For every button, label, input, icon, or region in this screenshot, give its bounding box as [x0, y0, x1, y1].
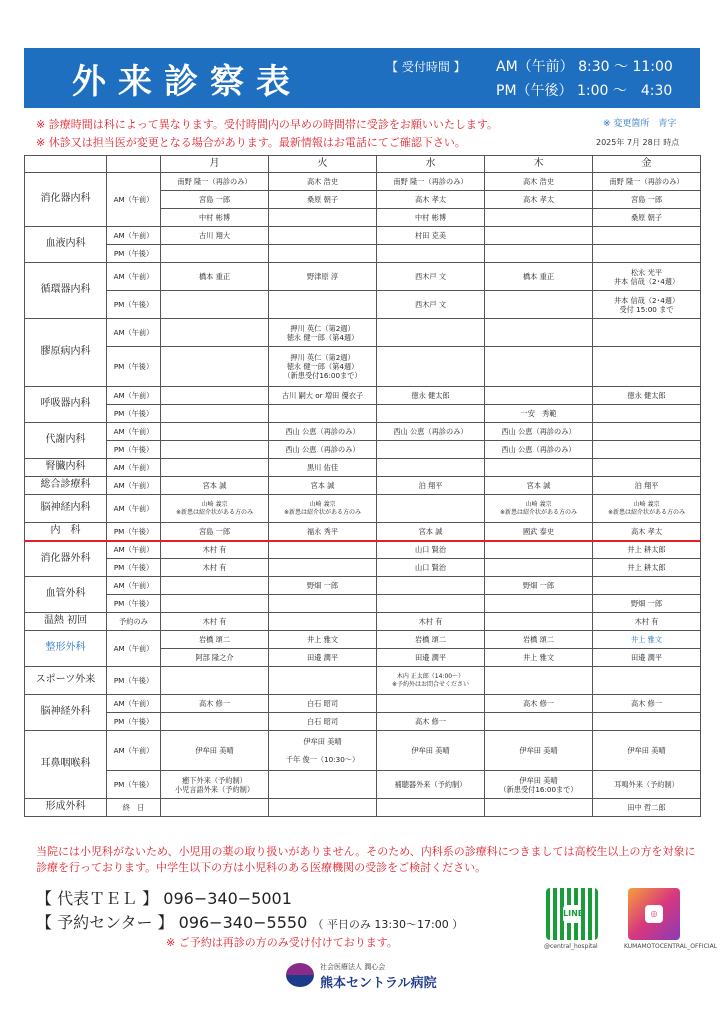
session-cell: AM（午前） [107, 577, 161, 595]
department-cell: 消化器内科 [25, 173, 107, 227]
session-cell: PM（午後） [107, 523, 161, 541]
doctor-cell [377, 495, 485, 523]
doctor-cell: 中村 彬博 [161, 209, 269, 227]
doctor-cell [377, 245, 485, 263]
session-cell: PM（午後） [107, 405, 161, 423]
reservation-hours: （ 平日のみ 13:30〜17:00 ） [312, 918, 464, 931]
doctor-cell: 山口 賢治 [377, 541, 485, 559]
hospital-logo-icon [286, 963, 314, 987]
doctor-cell: 伊牟田 美晴 [161, 731, 269, 771]
department-cell: 血管外科 [25, 577, 107, 613]
table-row [25, 387, 701, 405]
doctor-cell: 山口 賢治 [377, 559, 485, 577]
doctor-cell [593, 667, 701, 695]
session-cell: AM（午前） [107, 731, 161, 771]
doctor-cell: 木村 有 [377, 613, 485, 631]
doctor-cell: 井上 雅文 [485, 649, 593, 667]
instagram-qr-code[interactable] [628, 888, 680, 940]
doctor-cell: 橋本 重正 [161, 263, 269, 291]
department-cell: 脳神経外科 [25, 695, 107, 731]
doctor-cell [377, 595, 485, 613]
doctor-cell [269, 245, 377, 263]
doctor-cell [377, 441, 485, 459]
department-cell: 腎臓内科 [25, 459, 107, 477]
reservation-label: 【 予約センター 】 [36, 913, 174, 932]
day-header: 水 [377, 156, 485, 173]
schedule-table [24, 155, 701, 817]
doctor-cell [161, 441, 269, 459]
doctor-cell: 木内 正太郎（14:00〜） ※予約外はお問合せください [377, 667, 485, 695]
am-hours: AM（午前） 8:30 〜 11:00 [496, 59, 673, 75]
doctor-cell [161, 667, 269, 695]
doctor-cell [377, 347, 485, 387]
doctor-cell: 桑原 朝子 [593, 209, 701, 227]
doctor-cell: 補聴器外来（予約制） [377, 771, 485, 799]
doctor-cell: 福永 秀平 [269, 523, 377, 541]
notice-changes: ※ 休診又は担当医が変更となる場合があります。最新情報はお電話にてご確認下さい。 [36, 136, 466, 149]
corporation-name: 社会医療法人 潤心会 [320, 963, 386, 971]
doctor-cell: 宮本 誠 [377, 523, 485, 541]
doctor-cell: 南野 隆一（再診のみ） [161, 173, 269, 191]
doctor-cell [593, 577, 701, 595]
doctor-cell [161, 713, 269, 731]
main-phone-row [36, 886, 292, 909]
department-cell: 消化器外科 [25, 541, 107, 577]
doctor-cell: 南野 隆一（再診のみ） [593, 173, 701, 191]
doctor-cell [485, 209, 593, 227]
doctor-cell [485, 245, 593, 263]
doctor-cell [377, 695, 485, 713]
header-banner [24, 48, 700, 108]
doctor-cell: 井上 耕太郎 [593, 559, 701, 577]
hospital-name: 熊本セントラル病院 [320, 976, 437, 991]
doctor-cell [485, 347, 593, 387]
reservation-note: ※ ご予約は再診の方のみ受け付けております。 [166, 936, 398, 949]
doctor-cell: 伊牟田 美晴 [593, 731, 701, 771]
doctor-cell [377, 459, 485, 477]
department-cell: 整形外科 [25, 631, 107, 667]
department-cell: 温熱 初回 [25, 613, 107, 631]
table-row [25, 731, 701, 771]
doctor-cell: 野畑 一郎 [593, 595, 701, 613]
doctor-cell [269, 667, 377, 695]
doctor-cell [269, 799, 377, 817]
doctor-cell: 宮本 誠 [269, 477, 377, 495]
session-cell: AM（午前） [107, 387, 161, 405]
doctor-cell: 古川 翔大 [161, 227, 269, 245]
doctor-cell [593, 347, 701, 387]
table-row [25, 559, 701, 577]
line-icon: LINE [563, 905, 581, 923]
table-row [25, 441, 701, 459]
doctor-cell [377, 799, 485, 817]
table-row [25, 541, 701, 559]
session-cell: AM（午前） [107, 319, 161, 347]
doctor-cell: 泊 翔平 [593, 477, 701, 495]
doctor-cell [593, 423, 701, 441]
doctor-cell: 南野 隆一（再診のみ） [377, 173, 485, 191]
doctor-cell: 宮島 一郎 [161, 523, 269, 541]
doctor-cell: 田中 哲二郎 [593, 799, 701, 817]
table-row [25, 495, 701, 523]
doctor-cell [269, 405, 377, 423]
doctor-cell: 徳永 健太郎 [377, 387, 485, 405]
instagram-icon: ◎ [645, 905, 663, 923]
header-blank [107, 156, 161, 173]
doctor-cell: 伊牟田 美晴 [377, 731, 485, 771]
doctor-cell [161, 347, 269, 387]
doctor-cell [485, 291, 593, 319]
doctor-cell: 岩橋 頌二 [485, 631, 593, 649]
department-cell: 呼吸器内科 [25, 387, 107, 423]
doctor-cell [485, 595, 593, 613]
doctor-cell: 高木 修一 [593, 695, 701, 713]
doctor-cell: 阿部 隆之介 [161, 649, 269, 667]
doctor-cell: 岩橋 頌二 [161, 631, 269, 649]
doctor-cell: 押川 英仁（第2週） 徳永 健一郎（第4週） [269, 319, 377, 347]
page-title: 外来診察表 [72, 62, 302, 102]
pm-hours: PM（午後） 1:00 〜 4:30 [496, 83, 673, 99]
doctor-cell [485, 541, 593, 559]
doctor-cell [269, 595, 377, 613]
doctor-cell: 野畑 一郎 [269, 577, 377, 595]
session-cell: AM（午前） [107, 227, 161, 245]
line-qr-caption: @central_hospital [544, 943, 598, 950]
doctor-cell [593, 245, 701, 263]
session-cell: AM（午前） [107, 173, 161, 227]
department-cell: 形成外科 [25, 799, 107, 817]
department-cell: 膠原病内科 [25, 319, 107, 387]
doctor-cell: 桑原 朝子 [269, 191, 377, 209]
table-row [25, 667, 701, 695]
session-cell: PM（午後） [107, 441, 161, 459]
doctor-cell: 村田 克美 [377, 227, 485, 245]
table-row [25, 477, 701, 495]
changes-legend: ※ 変更箇所 青字 [603, 119, 677, 129]
doctor-cell: 宮本 誠 [485, 477, 593, 495]
day-header: 木 [485, 156, 593, 173]
doctor-cell: 高木 浩史 [269, 173, 377, 191]
doctor-cell: 押川 英仁（第2週） 徳永 健一郎（第4週） （新患受付16:00まで） [269, 347, 377, 387]
doctor-cell: 木村 有 [161, 541, 269, 559]
doctor-cell: 白石 昭司 [269, 713, 377, 731]
session-cell: AM（午前） [107, 695, 161, 713]
department-cell: 代謝内科 [25, 423, 107, 459]
doctor-cell: 高木 修一 [377, 713, 485, 731]
doctor-cell [485, 667, 593, 695]
doctor-cell [377, 577, 485, 595]
doctor-cell [269, 291, 377, 319]
doctor-cell: 癒下外来（予約制） 小児言語外来（予約制） [161, 771, 269, 799]
table-row [25, 595, 701, 613]
doctor-cell: 野畑 一郎 [485, 577, 593, 595]
doctor-cell: 西山 公恵（再診のみ） [485, 423, 593, 441]
session-cell: 終 日 [107, 799, 161, 817]
schedule-body [25, 173, 701, 817]
session-cell: PM（午後） [107, 713, 161, 731]
doctor-cell: 西山 公恵（再診のみ） [269, 423, 377, 441]
table-row [25, 713, 701, 731]
session-cell: PM（午後） [107, 667, 161, 695]
doctor-cell: 山崎 義宗 ※新患は紹介状がある方のみ [161, 495, 269, 523]
doctor-cell: 岩橋 頌二 [377, 631, 485, 649]
doctor-cell: 山崎 義宗 ※新患は紹介状がある方のみ [485, 495, 593, 523]
doctor-cell [593, 227, 701, 245]
department-cell: 循環器内科 [25, 263, 107, 319]
doctor-cell: 木村 有 [161, 613, 269, 631]
doctor-cell [485, 559, 593, 577]
doctor-cell: 田邉 潤平 [593, 649, 701, 667]
doctor-cell: 古川 嗣大 or 増田 優衣子 [269, 387, 377, 405]
doctor-cell: 山崎 義宗 ※新患は紹介状がある方のみ [269, 495, 377, 523]
doctor-cell [161, 595, 269, 613]
session-cell: AM（午前） [107, 423, 161, 441]
table-row [25, 227, 701, 245]
session-cell: AM（午前） [107, 631, 161, 667]
table-row [25, 459, 701, 477]
doctor-cell [485, 713, 593, 731]
table-header-row [25, 156, 701, 173]
doctor-cell [593, 459, 701, 477]
doctor-cell: 田邉 潤平 [377, 649, 485, 667]
doctor-cell: 高木 孝太 [593, 523, 701, 541]
doctor-cell: 西山 公恵（再診のみ） [485, 441, 593, 459]
doctor-cell [377, 319, 485, 347]
doctor-cell [269, 613, 377, 631]
doctor-cell: 木村 有 [593, 613, 701, 631]
session-cell: PM（午後） [107, 245, 161, 263]
doctor-cell [485, 459, 593, 477]
day-header: 金 [593, 156, 701, 173]
table-row [25, 771, 701, 799]
doctor-cell: 井上 雅文 [593, 631, 701, 649]
table-row [25, 695, 701, 713]
doctor-cell: 耳鳴外来（予約制） [593, 771, 701, 799]
department-cell: 脳神経内科 [25, 495, 107, 523]
doctor-cell: 高木 孝太 [377, 191, 485, 209]
doctor-cell: 宮島 一郎 [593, 191, 701, 209]
header-blank [25, 156, 107, 173]
doctor-cell [485, 227, 593, 245]
day-header: 火 [269, 156, 377, 173]
doctor-cell [161, 387, 269, 405]
doctor-cell [269, 771, 377, 799]
doctor-cell: 伊牟田 美晴 [485, 731, 593, 771]
table-row [25, 577, 701, 595]
doctor-cell [485, 799, 593, 817]
reservation-phone-row [36, 910, 463, 933]
table-row [25, 613, 701, 631]
doctor-cell: 宮本 誠 [161, 477, 269, 495]
main-phone-label: 【 代表ＴＥＬ 】 [36, 889, 159, 908]
session-cell: AM（午前） [107, 495, 161, 523]
doctor-cell: 高木 浩史 [485, 173, 593, 191]
table-row [25, 263, 701, 291]
day-header: 月 [161, 156, 269, 173]
table-row [25, 799, 701, 817]
doctor-cell: 松永 光平 井本 信哉（2･4週） [593, 263, 701, 291]
doctor-cell: 高木 孝太 [485, 191, 593, 209]
doctor-cell [161, 245, 269, 263]
doctor-cell [269, 541, 377, 559]
department-cell: 総合診療科 [25, 477, 107, 495]
doctor-cell: 井上 耕太郎 [593, 541, 701, 559]
doctor-cell: 野津原 淳 [269, 263, 377, 291]
table-row [25, 291, 701, 319]
doctor-cell [161, 423, 269, 441]
doctor-cell: 西木戸 文 [377, 291, 485, 319]
doctor-cell: 中村 彬博 [377, 209, 485, 227]
as-of-date: 2025年 7月 28日 時点 [596, 138, 680, 147]
table-row [25, 405, 701, 423]
table-row [25, 319, 701, 347]
doctor-cell: 黒川 佑佳 [269, 459, 377, 477]
doctor-cell [269, 227, 377, 245]
doctor-cell [377, 405, 485, 423]
doctor-cell: 高木 修一 [161, 695, 269, 713]
doctor-cell: 泊 翔平 [377, 477, 485, 495]
doctor-cell: 山崎 義宗 ※新患は紹介状がある方のみ [593, 495, 701, 523]
doctor-cell [161, 319, 269, 347]
department-cell: 血液内科 [25, 227, 107, 263]
doctor-cell: 伊牟田 美晴 （新患受付16:00まで） [485, 771, 593, 799]
reception-label: 【 受付時間 】 [386, 60, 466, 74]
doctor-cell [161, 291, 269, 319]
session-cell: 予約のみ [107, 613, 161, 631]
doctor-cell [593, 441, 701, 459]
session-cell: PM（午後） [107, 559, 161, 577]
doctor-cell: 木村 有 [161, 559, 269, 577]
doctor-cell: 田邉 潤平 [269, 649, 377, 667]
doctor-cell [485, 387, 593, 405]
session-cell: PM（午後） [107, 595, 161, 613]
session-cell: AM（午前） [107, 541, 161, 559]
session-cell: AM（午前） [107, 477, 161, 495]
doctor-cell: 伊牟田 美晴 千年 俊一（10:30〜） [269, 731, 377, 771]
doctor-cell [485, 613, 593, 631]
doctor-cell: 高木 修一 [485, 695, 593, 713]
doctor-cell [593, 405, 701, 423]
doctor-cell [161, 577, 269, 595]
table-row [25, 173, 701, 191]
doctor-cell: 徳永 健太郎 [593, 387, 701, 405]
department-cell: 内 科 [25, 523, 107, 541]
doctor-cell: 井上 雅文 [269, 631, 377, 649]
doctor-cell: 白石 昭司 [269, 695, 377, 713]
session-cell: PM（午後） [107, 347, 161, 387]
doctor-cell [593, 319, 701, 347]
doctor-cell: 西山 公恵（再診のみ） [269, 441, 377, 459]
session-cell: PM（午後） [107, 291, 161, 319]
doctor-cell [161, 459, 269, 477]
doctor-cell: 井本 信哉（2･4週） 受付 15:00 まで [593, 291, 701, 319]
pediatrics-notice: 当院には小児科がないため、小児用の薬の取り扱いがありません。そのため、内科系の診療科につきましては高校生以上の方を対象に診療を行っております。中学生以下の方は小児科のある医療機関の受診をご検討ください。 [36, 845, 696, 874]
table-row [25, 631, 701, 649]
table-row [25, 423, 701, 441]
doctor-cell [485, 319, 593, 347]
doctor-cell: 西木戸 文 [377, 263, 485, 291]
doctor-cell: 國武 泰史 [485, 523, 593, 541]
main-phone-number[interactable]: 096−340−5001 [163, 889, 292, 908]
table-row [25, 523, 701, 541]
doctor-cell [269, 559, 377, 577]
doctor-cell [593, 713, 701, 731]
department-cell: スポーツ外来 [25, 667, 107, 695]
department-cell: 耳鼻咽喉科 [25, 731, 107, 799]
notice-hours: ※ 診療時間は科によって異なります。受付時間内の早めの時間帯に受診をお願いいたします。 [36, 118, 498, 131]
doctor-cell [161, 405, 269, 423]
reservation-phone-number[interactable]: 096−340−5550 [178, 913, 308, 932]
doctor-cell: 一安 秀範 [485, 405, 593, 423]
doctor-cell: 橋本 重正 [485, 263, 593, 291]
doctor-cell [161, 799, 269, 817]
table-row [25, 245, 701, 263]
session-cell: PM（午後） [107, 771, 161, 799]
session-cell: AM（午前） [107, 263, 161, 291]
table-row [25, 347, 701, 387]
doctor-cell [269, 209, 377, 227]
line-qr-code[interactable] [546, 888, 598, 940]
doctor-cell: 宮島 一郎 [161, 191, 269, 209]
instagram-qr-caption: KUMAMOTOCENTRAL_OFFICIAL [624, 943, 718, 950]
doctor-cell: 西山 公恵（再診のみ） [377, 423, 485, 441]
session-cell: AM（午前） [107, 459, 161, 477]
